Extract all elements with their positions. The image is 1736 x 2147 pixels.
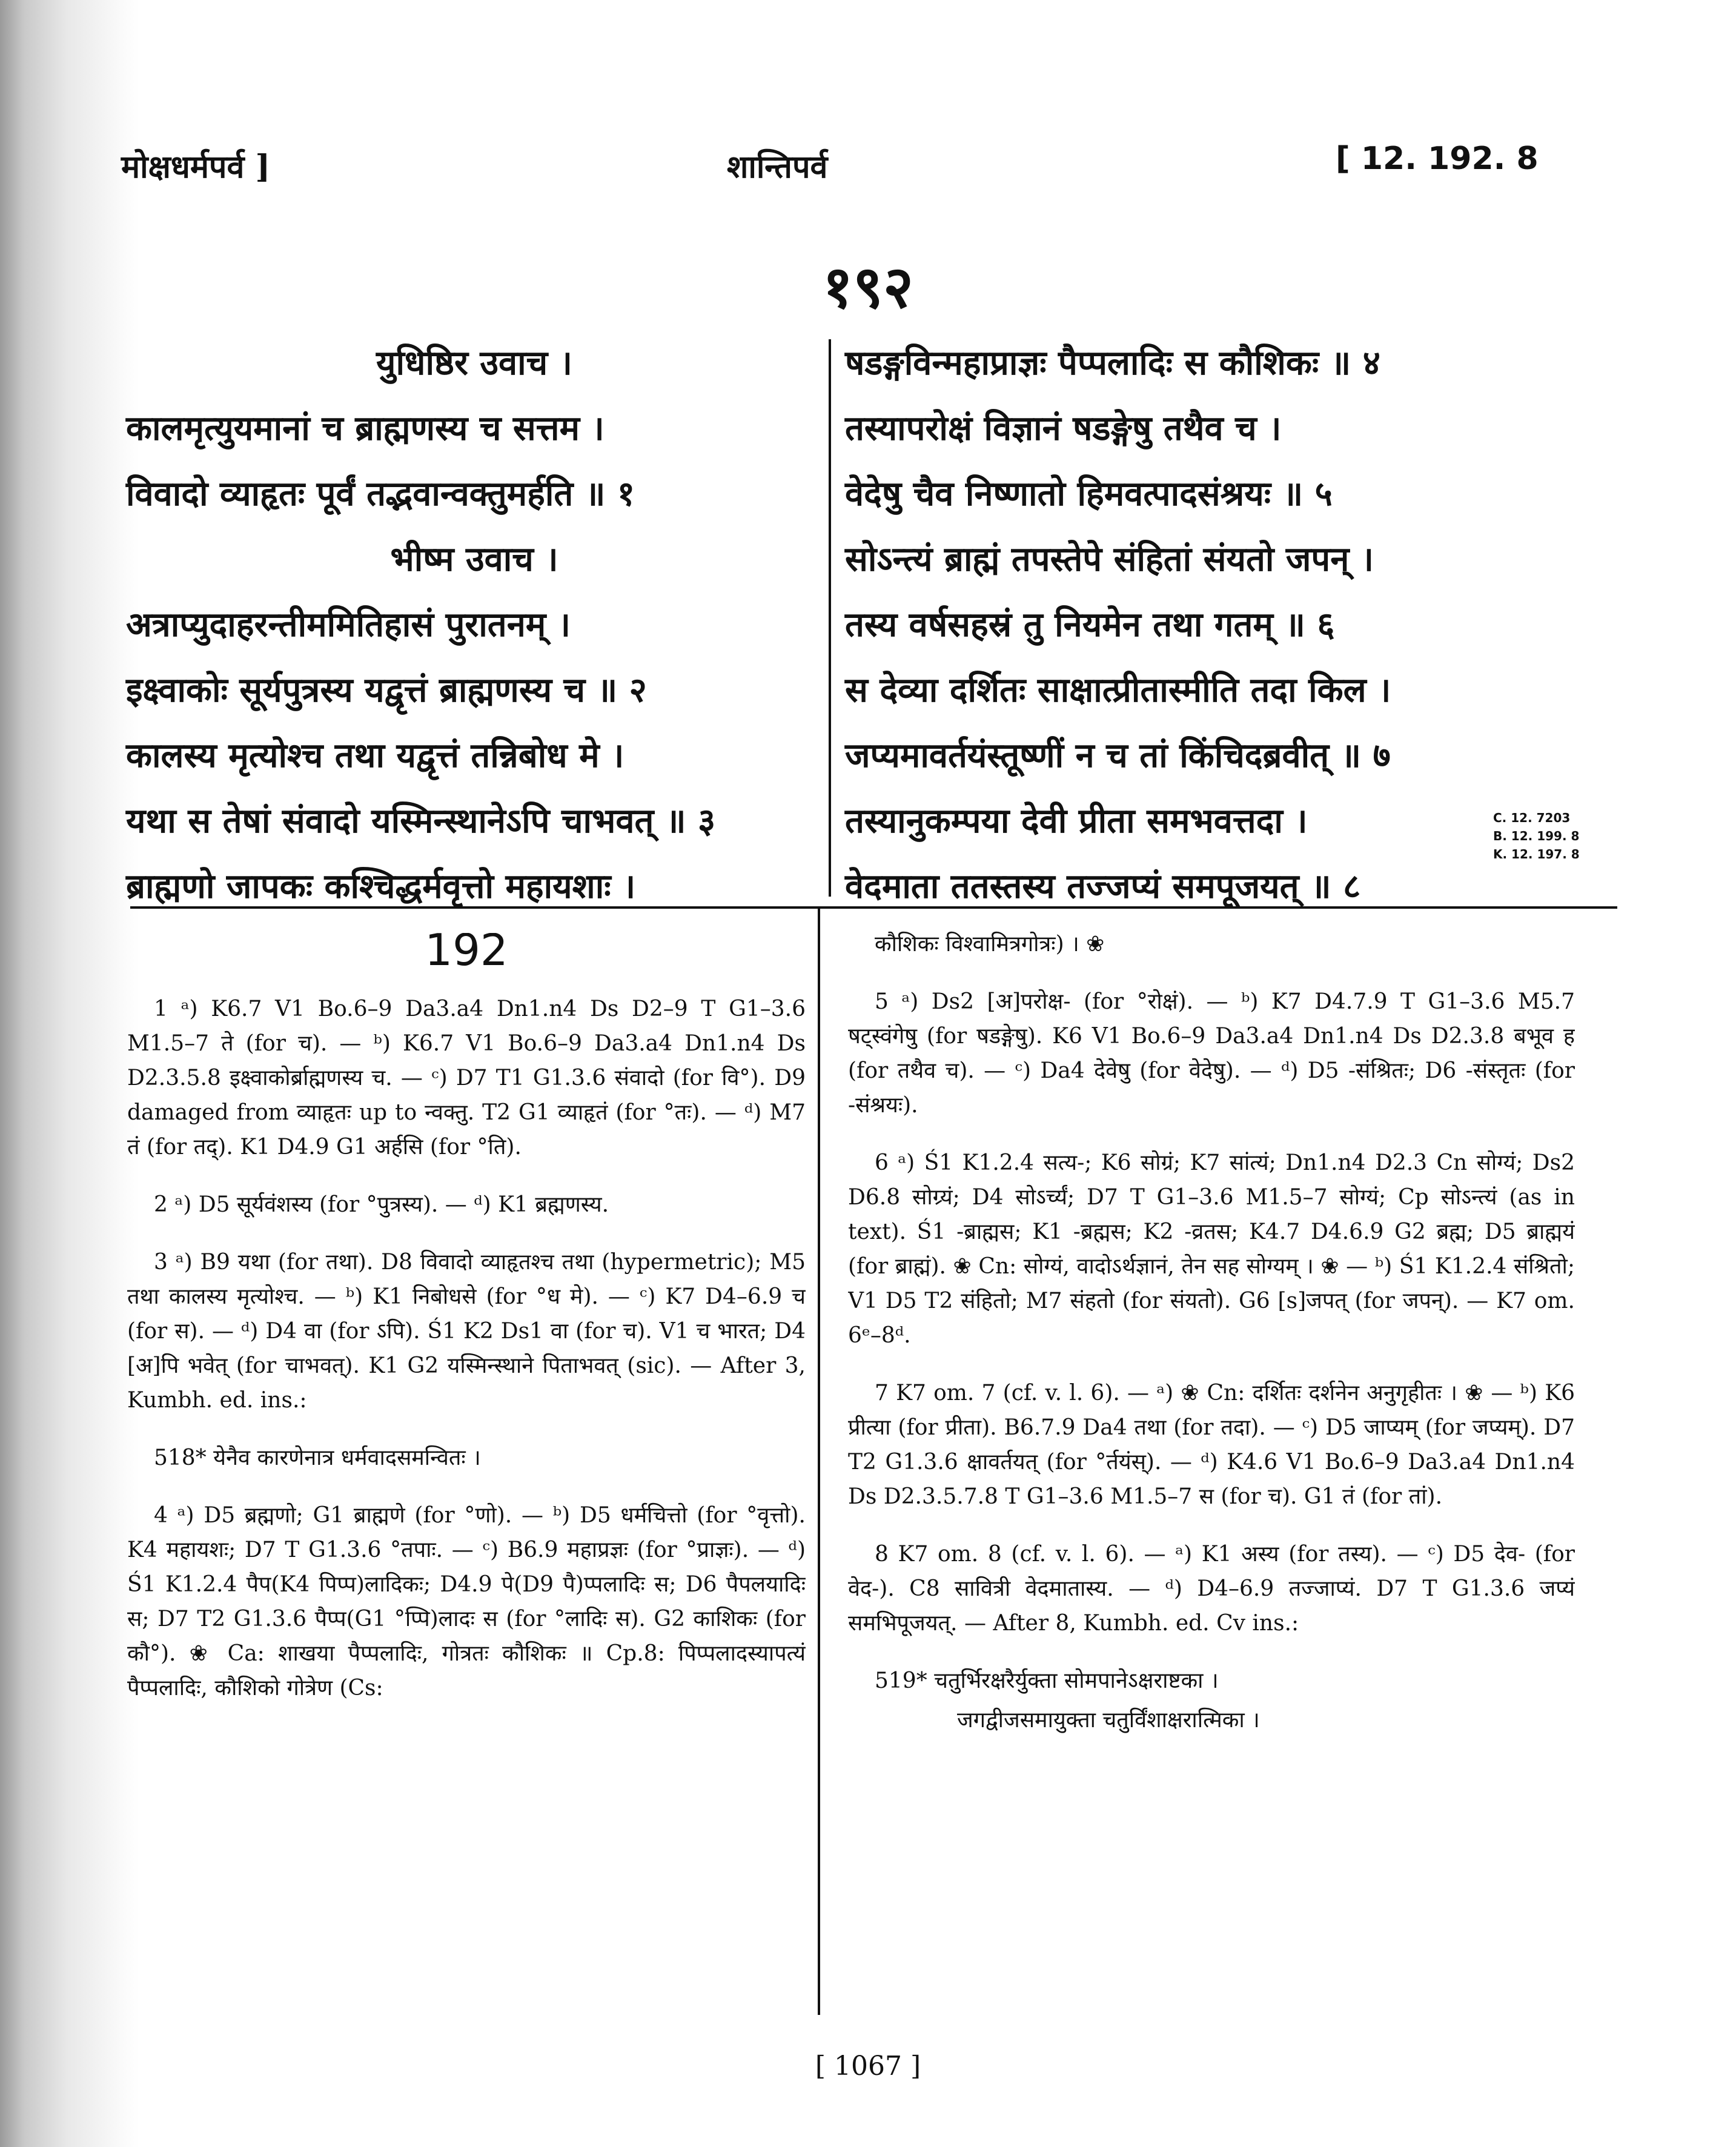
apparatus-note: 2 ᵃ) D5 सूर्यवंशस्य (for °पुत्रस्य). — ᵈ) K1 ब्रह्मणस्य. [154, 1192, 609, 1217]
apparatus-column-divider [818, 906, 820, 2015]
header-reference: [ 12. 192. 8 [1336, 141, 1539, 177]
apparatus-note: 8 K7 om. 8 (cf. v. l. 6). — ᵃ) K1 अस्य (for तस्य). — ᶜ) D5 देव- (for वेद-). C8 सावित्री वेदमातास्य. — ᵈ) D4–6.9 तज्जाप्यं. D7 T G1.3.6 जप्यं समभिपूजयत्. — After 8, Kumbh. ed. Cv ins.: [848, 1542, 1575, 1636]
cross-references [1493, 809, 1580, 863]
additional-passage: 518* येनैव कारणेनात्र धर्मवादसमन्वितः । [154, 1445, 481, 1470]
apparatus-note: 6 ᵃ) Ś1 K1.2.4 सत्य-; K6 सोग्रं; K7 सांत्यं; Dn1.n4 D2.3 Cn सोग्यं; Ds2 D6.8 सोग्र्यं; D4 सोऽर्च्यं; D7 T G1–3.6 M1.5–7 सोग्यं; Cp सोऽन्त्यं (as in text). Ś1 -ब्राह्मस; K1 -ब्रह्मस; K2 -व्रतस; K4.7 D4.6.9 G2 ब्रह्म; D5 ब्राह्मयं (for ब्राह्मं). ❀ Cn: सोग्यं, वादोऽर्थज्ञानं, तेन सह सोग्यम् । ❀ — ᵇ) Ś1 K1.2.4 संश्रितो; V1 D5 T2 संहितो; M7 संहतो (for संयतो). G6 [s]जपत् (for जपन्). — K7 om. 6ᵉ–8ᵈ. [848, 1150, 1575, 1348]
verses-right-column [845, 330, 1481, 919]
verse-line: ब्राह्मणो जापकः कश्चिद्धर्मवृत्तो महायशाः । [126, 866, 636, 906]
page-number: [ 1067 ] [815, 2051, 921, 2082]
apparatus-note: 1 ᵃ) K6.7 V1 Bo.6–9 Da3.a4 Dn1.n4 Ds D2–9 T G1–3.6 M1.5–7 ते (for च). — ᵇ) K6.7 V1 Bo.6–9 Da3.a4 Dn1.n4 Ds D2.3.5.8 इक्ष्वाकोर्ब्राह्मणस्य च. — ᶜ) D7 T1 G1.3.6 संवादो (for वि°). D9 damaged from व्याहृतः up to न्वक्तु. T2 G1 व्याहृतं (for °तः). — ᵈ) M7 तं (for तद्). K1 D4.9 G1 अर्हसि (for °ति). [127, 997, 806, 1160]
verse-line: कालमृत्युयमानां च ब्राह्मणस्य च सत्तम । [126, 408, 605, 448]
verse-line: सोऽन्त्यं ब्राह्मं तपस्तेपे संहितां संयतो जपन् । [845, 539, 1374, 579]
apparatus-note: कौशिकः विश्वामित्रगोत्रः) । ❀ [875, 932, 1105, 957]
apparatus-note: 4 ᵃ) D5 ब्रह्मणो; G1 ब्राह्मणे (for °णो). — ᵇ) D5 धर्मचित्तो (for °वृत्तो). K4 महायशः; D7 T G1.3.6 °तपाः. — ᶜ) B6.9 महाप्रज्ञः (for °प्राज्ञः). — ᵈ) Ś1 K1.2.4 पैप(K4 पिप्प)लादिकः; D4.9 पे(D9 पै)प्पलादिः स; D6 पैपलयादिः स; D7 T2 G1.3.6 पैप्प(G1 °प्पि)लादः स (for °लादिः स). G2 काशिकः (for कौ°). ❀ Ca: शाखया पैप्पलादिः, गोत्रतः कौशिकः ॥ Cp.8: पिप्पलादस्यापत्यं पैप्पलादिः, कौशिको गोत्रेण (Cs: [127, 1503, 806, 1701]
additional-passage: 519* चतुर्भिरक्षरैर्युक्ता सोमपानेऽक्षराष्टका । [875, 1668, 1219, 1693]
apparatus-note: 5 ᵃ) Ds2 [अ]परोक्ष- (for °रोक्षं). — ᵇ) K7 D4.7.9 T G1–3.6 M5.7 षट्स्वंगेषु (for षडङ्गेषु). K6 V1 Bo.6–9 Da3.a4 Dn1.n4 Ds D2.3.8 बभूव ह (for तथैव च). — ᶜ) Da4 देवेषु (for वेदेषु). — ᵈ) D5 -संश्रितः; D6 -संस्तृतः (for -संश्रयः). [848, 989, 1575, 1118]
header-section-title: मोक्षधर्मपर्व ] [121, 148, 271, 185]
verse-line: जप्यमावर्तयंस्तूष्णीं न च तां किंचिदब्रवीत् ॥ ७ [845, 735, 1391, 775]
chapter-number: १९२ [823, 253, 913, 321]
verse-line: इक्ष्वाकोः सूर्यपुत्रस्य यद्वृत्तं ब्राह्मणस्य च ॥ २ [126, 670, 647, 710]
verse-line: षडङ्गविन्महाप्राज्ञः पैप्पलादिः स कौशिकः ॥ ४ [845, 343, 1380, 383]
cross-reference: B. 12. 199. 8 [1493, 829, 1580, 843]
verses-left-column [126, 330, 823, 919]
verse-line: अत्राप्युदाहरन्तीममितिहासं पुरातनम् । [126, 605, 571, 645]
verse-line: स देव्या दर्शितः साक्षात्प्रीतास्मीति तदा किल । [845, 670, 1391, 710]
additional-passage: जगद्वीजसमायुक्ता चतुर्विंशाक्षरात्मिका । [957, 1708, 1260, 1733]
verse-line: वेदेषु चैव निष्णातो हिमवत्पादसंश्रयः ॥ ५ [845, 474, 1333, 514]
apparatus-chapter-number: 192 [425, 933, 508, 975]
verse-line: कालस्य मृत्योश्च तथा यद्वृत्तं तन्निबोध मे । [126, 735, 624, 775]
verse-column-divider [829, 339, 831, 897]
apparatus-left-column [127, 933, 806, 2042]
apparatus-right-column [848, 927, 1575, 2042]
cross-reference: K. 12. 197. 8 [1493, 847, 1580, 861]
verse-line: तस्य वर्षसहस्रं तु नियमेन तथा गतम् ॥ ६ [845, 605, 1335, 645]
verse-line: तस्यानुकम्पया देवी प्रीता समभवत्तदा । [845, 801, 1308, 841]
verse-line: यथा स तेषां संवादो यस्मिन्स्थानेऽपि चाभवत् ॥ ३ [126, 801, 716, 841]
verse-line: विवादो व्याहृतः पूर्वं तद्भवान्वक्तुमर्हति ॥ १ [126, 474, 635, 514]
header-book-title: शान्तिपर्व [727, 148, 828, 185]
apparatus-note: 3 ᵃ) B9 यथा (for तथा). D8 विवादो व्याहृतश्च तथा (hypermetric); M5 तथा कालस्य मृत्योश्च. — ᵇ) K1 निबोधसे (for °ध मे). — ᶜ) K7 D4–6.9 च (for स). — ᵈ) D4 वा (for ऽपि). Ś1 K2 Ds1 वा (for च). V1 च भारत; D4 [अ]पि भवेत् (for चाभवत्). K1 G2 यस्मिन्स्थाने पिताभवत् (sic). — After 3, Kumbh. ed. ins.: [127, 1250, 806, 1413]
verse-line: तस्यापरोक्षं विज्ञानं षडङ्गेषु तथैव च । [845, 408, 1282, 448]
verse-line: वेदमाता ततस्तस्य तज्जप्यं समपूजयत् ॥ ८ [845, 866, 1361, 906]
cross-reference: C. 12. 7203 [1493, 811, 1571, 825]
apparatus-note: 7 K7 om. 7 (cf. v. l. 6). — ᵃ) ❀ Cn: दर्शितः दर्शनेन अनुगृहीतः । ❀ — ᵇ) K6 प्रीत्या (for प्रीता). B6.7.9 Da4 तथा (for तदा). — ᶜ) D5 जाप्यम् (for जप्यम्). D7 T2 G1.3.6 क्षावर्तयत् (for °र्तयंस्). — ᵈ) K4.6 V1 Bo.6–9 Da3.a4 Dn1.n4 Ds D2.3.5.7.8 T G1–3.6 M1.5–7 स (for च). G1 तं (for तां). [848, 1381, 1575, 1509]
speaker-heading: भीष्म उवाच । [390, 539, 558, 579]
speaker-heading: युधिष्ठिर उवाच । [376, 343, 572, 383]
verse-apparatus-divider [130, 906, 1617, 909]
